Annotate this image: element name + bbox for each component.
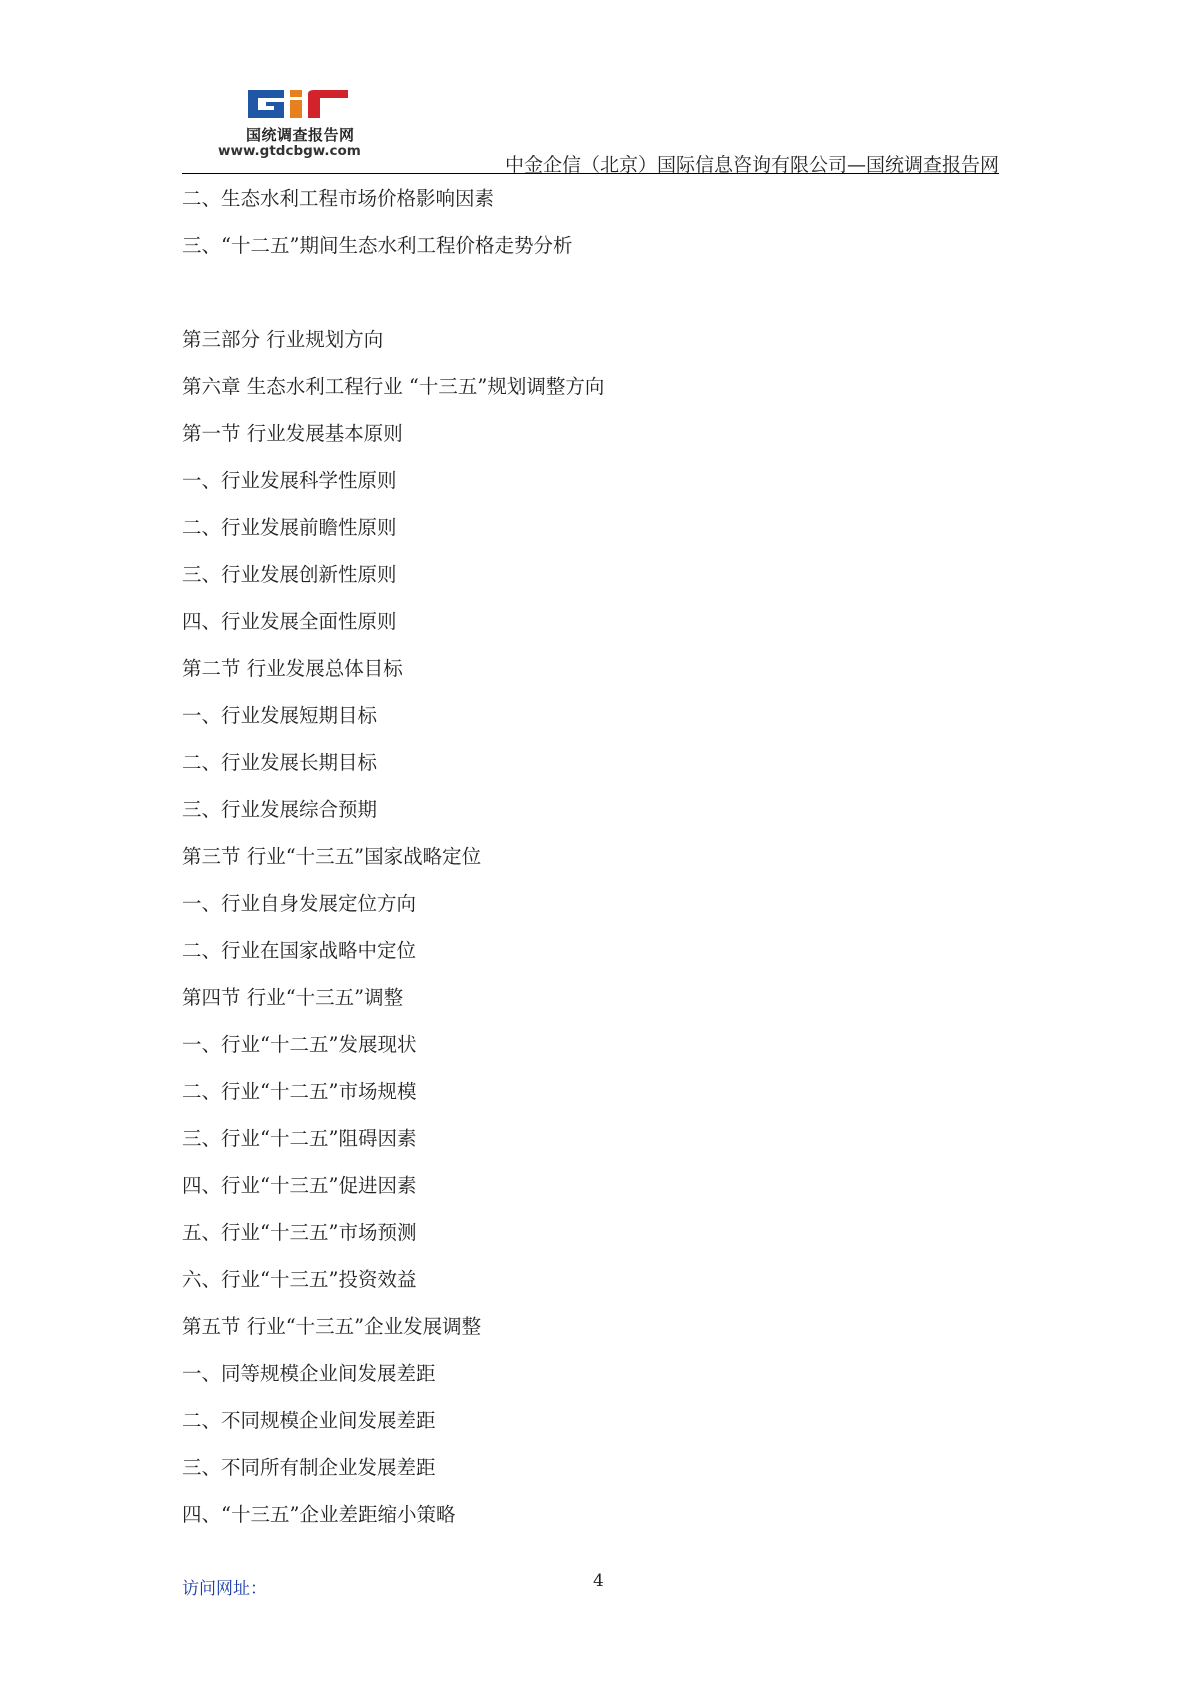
toc-item: 一、行业发展科学性原则 [182, 469, 397, 492]
section-heading: 第三节 行业“十三五”国家战略定位 [182, 845, 482, 868]
toc-item: 二、行业发展长期目标 [182, 751, 378, 774]
page-header [182, 82, 999, 174]
toc-item: 四、行业“十三五”促进因素 [182, 1174, 417, 1197]
toc-item: 一、同等规模企业间发展差距 [182, 1362, 436, 1385]
section-heading: 第一节 行业发展基本原则 [182, 422, 403, 445]
toc-item: 三、“十二五”期间生态水利工程价格走势分析 [182, 234, 573, 257]
section-heading: 第四节 行业“十三五”调整 [182, 986, 404, 1009]
logo-chinese-name: 国统调查报告网 [246, 126, 355, 144]
toc-item: 二、行业“十二五”市场规模 [182, 1080, 417, 1103]
toc-item: 五、行业“十三五”市场预测 [182, 1221, 417, 1244]
toc-item: 三、行业“十二五”阻碍因素 [182, 1127, 417, 1150]
toc-item: 四、行业发展全面性原则 [182, 610, 397, 633]
company-logo [218, 86, 388, 166]
toc-item: 一、行业“十二五”发展现状 [182, 1033, 417, 1056]
chapter-heading: 第六章 生态水利工程行业 “十三五”规划调整方向 [182, 375, 605, 398]
section-heading: 第五节 行业“十三五”企业发展调整 [182, 1315, 482, 1338]
part-heading: 第三部分 行业规划方向 [182, 328, 384, 351]
toc-item: 一、行业自身发展定位方向 [182, 892, 417, 915]
toc-item: 三、不同所有制企业发展差距 [182, 1456, 436, 1479]
page-number: 4 [593, 1571, 604, 1591]
toc-item: 三、行业发展综合预期 [182, 798, 378, 821]
toc-item: 二、生态水利工程市场价格影响因素 [182, 187, 495, 210]
company-name: 中金企信（北京）国际信息咨询有限公司—国统调查报告网 [504, 154, 999, 176]
toc-item: 一、行业发展短期目标 [182, 704, 378, 727]
logo-website-url: www.gtdcbgw.com [218, 143, 361, 159]
visit-website-link[interactable]: 访问网址： [182, 1579, 267, 1599]
toc-item: 二、不同规模企业间发展差距 [182, 1409, 436, 1432]
gir-logo-mark-icon [244, 86, 354, 120]
header-divider [182, 173, 999, 174]
toc-item: 二、行业发展前瞻性原则 [182, 516, 397, 539]
toc-item: 四、“十三五”企业差距缩小策略 [182, 1503, 456, 1526]
toc-item: 三、行业发展创新性原则 [182, 563, 397, 586]
toc-item: 二、行业在国家战略中定位 [182, 939, 417, 962]
section-heading: 第二节 行业发展总体目标 [182, 657, 403, 680]
toc-item: 六、行业“十三五”投资效益 [182, 1268, 417, 1291]
